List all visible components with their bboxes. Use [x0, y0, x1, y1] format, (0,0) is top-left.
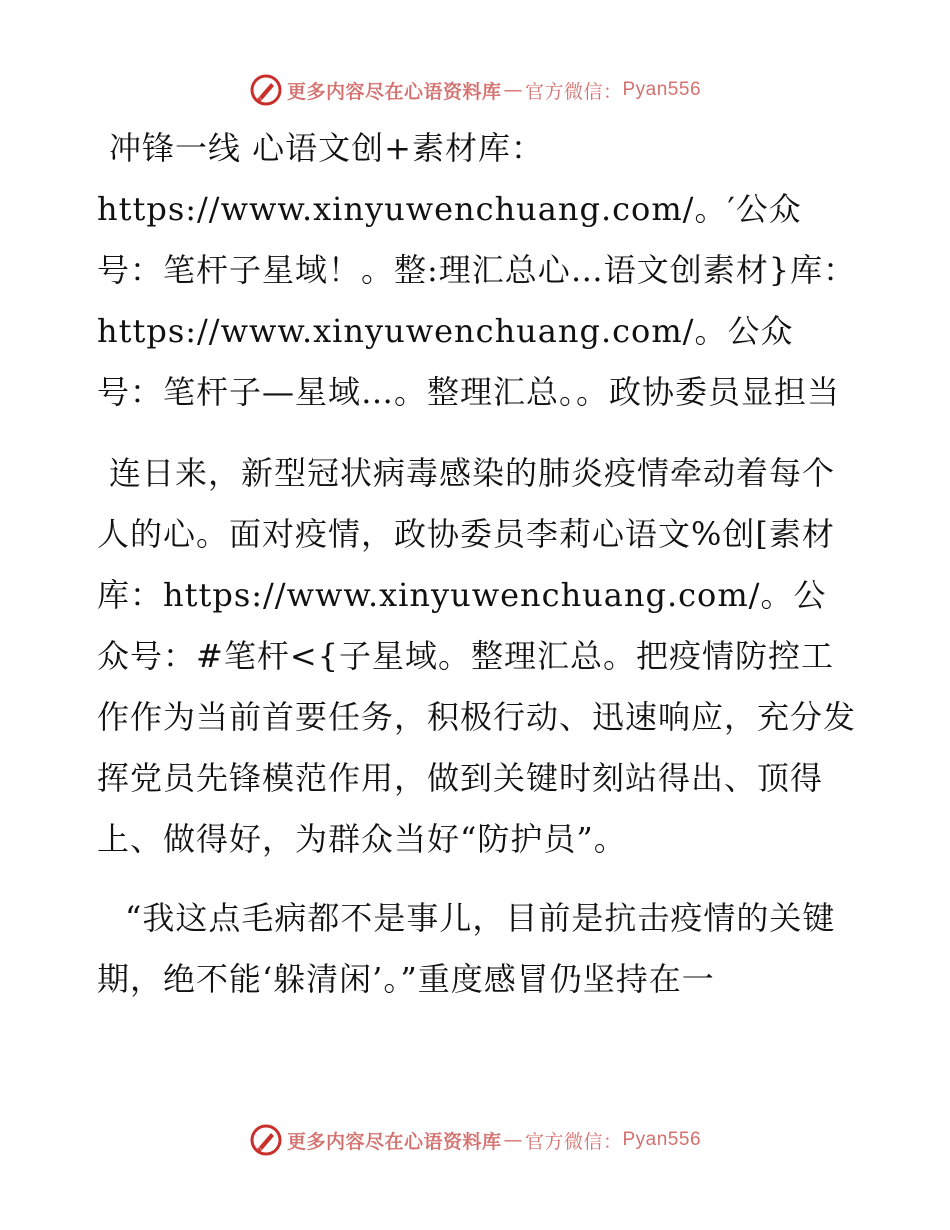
- banner-wechat-id: Pyan556: [622, 79, 702, 100]
- header-banner: [0, 70, 950, 110]
- banner-wechat-label: 官方微信：: [524, 80, 623, 103]
- document-body: [97, 118, 857, 1010]
- paragraph-1: 冲锋一线 心语文创+素材库：https://www.xinyuwenchuang.com/。′公众号：笔杆子星域！。整:理汇总心…语文创素材}库：https://www.xinyuwenchuang.com/。公众号：笔杆子—星域…。整理汇总。。政协委员显担当: [97, 129, 857, 411]
- pen-logo-icon: [249, 73, 283, 107]
- pen-logo-icon: [249, 1123, 283, 1157]
- banner-wechat-id: Pyan556: [622, 1129, 702, 1150]
- banner-slogan: 更多内容尽在心语资料库: [286, 1130, 502, 1153]
- banner-dash: —: [503, 79, 523, 101]
- banner-wechat-label: 官方微信：: [524, 1130, 623, 1153]
- paragraph-2: 连日来，新型冠状病毒感染的肺炎疫情牵动着每个人的心。面对疫情，政协委员李莉心语文%创[素材库：https://www.xinyuwenchuang.com/。公众号：#笔杆<{子星域。整理汇总。把疫情防控工作作为当前首要任务，积极行动、迅速响应，充分发挥党员先锋模范作用，做到关键时刻站得出、顶得上、做得好，为群众当好“防护员”。: [97, 454, 857, 858]
- banner-slogan: 更多内容尽在心语资料库: [286, 80, 502, 103]
- paragraph-3: “我这点毛病都不是事儿，目前是抗击疫情的关键期，绝不能‘躲清闲’。”重度感冒仍坚持在一: [97, 899, 836, 998]
- footer-banner: [0, 1120, 950, 1160]
- banner-dash: —: [503, 1129, 523, 1151]
